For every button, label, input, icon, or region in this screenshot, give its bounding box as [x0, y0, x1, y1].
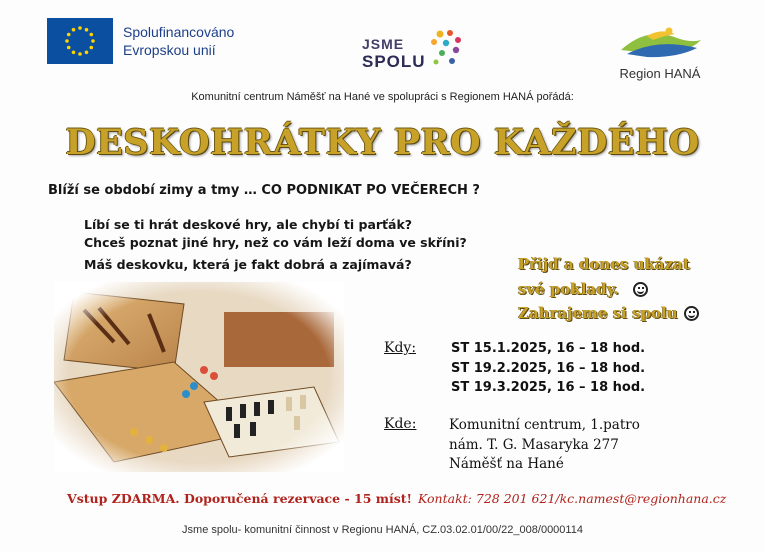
question-3: Máš deskovku, která je fakt dobrá a zajímavá?: [84, 257, 412, 272]
invite-line-3: [518, 304, 699, 322]
eu-flag-icon: [47, 18, 113, 64]
invite-line-1: Přijď a dones ukázat: [518, 255, 690, 273]
eu-line-1: Spolufinancováno: [123, 24, 235, 40]
place-line-2: nám. T. G. Masaryka 277: [449, 437, 619, 453]
place-line-3: Náměšť na Hané: [449, 456, 564, 472]
place-line-1: Komunitní centrum, 1.patro: [449, 417, 640, 433]
page-title: DESKOHRÁTKY PRO KAŽDÉHO: [65, 122, 700, 163]
where-label: Kde:: [384, 416, 417, 432]
dots-icon: [428, 28, 464, 72]
region-name: Region HANÁ: [619, 66, 701, 81]
invite-line-3-text: Zahrajeme si spolu: [518, 304, 678, 322]
smiley-icon: [633, 282, 648, 297]
date-2: ST 19.2.2025, 16 – 18 hod.: [451, 361, 646, 376]
invite-line-2-text: své poklady.: [518, 280, 619, 298]
jsme-line-1: JSME: [362, 36, 405, 52]
when-label: Kdy:: [384, 340, 417, 356]
eu-line-2: Evropskou unií: [123, 42, 216, 58]
intro-text: Komunitní centrum Náměšť na Hané ve spolupráci s Regionem HANÁ pořádá:: [191, 91, 574, 103]
date-1: ST 15.1.2025, 16 – 18 hod.: [451, 341, 646, 356]
admission-text: Vstup ZDARMA. Doporučená rezervace - 15 míst!: [67, 491, 413, 506]
lead-text: Blíží se období zimy a tmy … CO PODNIKAT PO VEČERECH ?: [48, 183, 480, 198]
region-hana-logo: [614, 24, 706, 81]
region-hills-icon: [617, 24, 703, 60]
smiley-icon: [684, 306, 699, 321]
date-3: ST 19.3.2025, 16 – 18 hod.: [451, 380, 646, 395]
eu-text: [123, 23, 234, 59]
question-1: Líbí se ti hrát deskové hry, ale chybí ti parťák?: [84, 217, 413, 232]
contact-text: Kontakt: 728 201 621/kc.namest@regionhana.cz: [418, 491, 727, 506]
jsme-spolu-logo: [362, 28, 464, 72]
eu-logo: [47, 18, 234, 64]
jsme-line-2: SPOLU: [362, 52, 426, 71]
admission-contact: [67, 488, 726, 507]
question-2: Chceš poznat jiné hry, než co vám leží doma ve skříni?: [84, 235, 467, 250]
footer-text: Jsme spolu- komunitní činnost v Regionu HANÁ, CZ.03.02.01/00/22_008/0000114: [182, 524, 583, 536]
board-games-photo: [54, 282, 344, 472]
invite-line-2: [518, 280, 648, 298]
